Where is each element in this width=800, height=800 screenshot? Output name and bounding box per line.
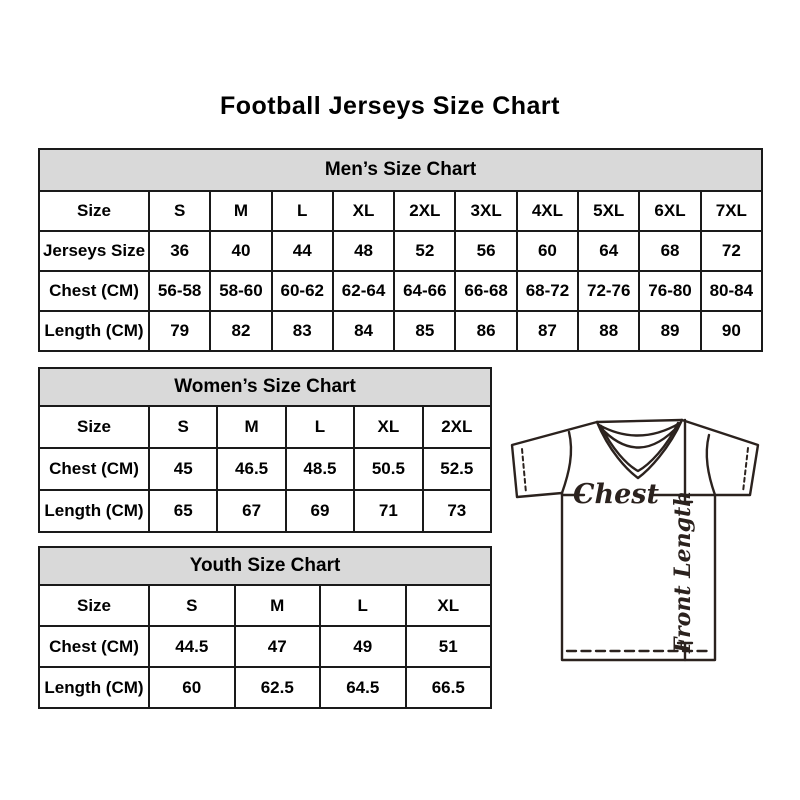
women-value-cell: 65 xyxy=(149,490,217,532)
men-table-row xyxy=(39,231,762,271)
youth-value-cell: 62.5 xyxy=(235,667,321,708)
jersey-left-armhole xyxy=(562,432,571,493)
men-value-cell: XL xyxy=(333,191,394,231)
youth-value-cell: 64.5 xyxy=(320,667,406,708)
men-value-cell: 58-60 xyxy=(210,271,271,311)
women-row-label: Size xyxy=(39,406,149,448)
men-value-cell: 4XL xyxy=(517,191,578,231)
women-value-cell: L xyxy=(286,406,354,448)
men-value-cell: 80-84 xyxy=(701,271,762,311)
jersey-right-armhole xyxy=(707,435,715,495)
men-value-cell: 7XL xyxy=(701,191,762,231)
men-value-cell: 86 xyxy=(455,311,516,351)
men-row-label: Size xyxy=(39,191,149,231)
men-value-cell: 90 xyxy=(701,311,762,351)
men-value-cell: 40 xyxy=(210,231,271,271)
men-value-cell: 72-76 xyxy=(578,271,639,311)
men-table-title: Men’s Size Chart xyxy=(39,149,762,191)
youth-value-cell: XL xyxy=(406,585,492,626)
women-row-label: Length (CM) xyxy=(39,490,149,532)
jersey-left-cuff-seam xyxy=(522,449,526,493)
youth-value-cell: L xyxy=(320,585,406,626)
men-value-cell: 88 xyxy=(578,311,639,351)
men-value-cell: 52 xyxy=(394,231,455,271)
men-value-cell: L xyxy=(272,191,333,231)
men-value-cell: 76-80 xyxy=(639,271,700,311)
men-value-cell: 2XL xyxy=(394,191,455,231)
youth-value-cell: 49 xyxy=(320,626,406,667)
men-value-cell: 56 xyxy=(455,231,516,271)
men-value-cell: 85 xyxy=(394,311,455,351)
page-title: Football Jerseys Size Chart xyxy=(219,92,560,120)
youth-row-label: Size xyxy=(39,585,149,626)
chest-label: Chest xyxy=(573,479,659,510)
women-table-title-row xyxy=(39,368,491,406)
men-row-label: Jerseys Size xyxy=(39,231,149,271)
men-value-cell: 68-72 xyxy=(517,271,578,311)
men-value-cell: 56-58 xyxy=(149,271,210,311)
women-value-cell: 46.5 xyxy=(217,448,285,490)
women-table-row xyxy=(39,490,491,532)
jersey-collar-top xyxy=(597,420,682,422)
men-value-cell: 83 xyxy=(272,311,333,351)
youth-table-row xyxy=(39,626,491,667)
youth-value-cell: 60 xyxy=(149,667,235,708)
jersey-right-cuff-seam xyxy=(743,448,748,492)
men-value-cell: 44 xyxy=(272,231,333,271)
men-value-cell: 60-62 xyxy=(272,271,333,311)
men-value-cell: 48 xyxy=(333,231,394,271)
men-row-label: Chest (CM) xyxy=(39,271,149,311)
men-value-cell: 3XL xyxy=(455,191,516,231)
men-table-row xyxy=(39,271,762,311)
men-value-cell: 6XL xyxy=(639,191,700,231)
women-value-cell: 2XL xyxy=(423,406,491,448)
women-value-cell: 45 xyxy=(149,448,217,490)
men-value-cell: 68 xyxy=(639,231,700,271)
women-row-label: Chest (CM) xyxy=(39,448,149,490)
womens-size-table xyxy=(38,367,492,533)
women-value-cell: 69 xyxy=(286,490,354,532)
youth-value-cell: 66.5 xyxy=(406,667,492,708)
women-table-row xyxy=(39,406,491,448)
women-value-cell: 50.5 xyxy=(354,448,422,490)
youth-size-table xyxy=(38,546,492,709)
men-table-title-row xyxy=(39,149,762,191)
men-value-cell: 64 xyxy=(578,231,639,271)
men-value-cell: 36 xyxy=(149,231,210,271)
women-value-cell: 48.5 xyxy=(286,448,354,490)
women-value-cell: XL xyxy=(354,406,422,448)
jersey-measurement-diagram xyxy=(505,411,773,665)
youth-table-title: Youth Size Chart xyxy=(39,547,491,585)
mens-size-table xyxy=(38,148,763,352)
men-value-cell: 60 xyxy=(517,231,578,271)
youth-value-cell: 44.5 xyxy=(149,626,235,667)
men-value-cell: 72 xyxy=(701,231,762,271)
women-value-cell: 73 xyxy=(423,490,491,532)
youth-table-row xyxy=(39,585,491,626)
women-table-title: Women’s Size Chart xyxy=(39,368,491,406)
youth-value-cell: 51 xyxy=(406,626,492,667)
men-value-cell: 79 xyxy=(149,311,210,351)
jersey-collar-arc-1 xyxy=(599,423,680,436)
men-table-row xyxy=(39,311,762,351)
men-value-cell: 84 xyxy=(333,311,394,351)
men-table-row xyxy=(39,191,762,231)
women-table-row xyxy=(39,448,491,490)
youth-value-cell: 47 xyxy=(235,626,321,667)
youth-value-cell: S xyxy=(149,585,235,626)
youth-value-cell: M xyxy=(235,585,321,626)
front-length-label: Front Length xyxy=(670,490,696,654)
men-value-cell: S xyxy=(149,191,210,231)
men-row-label: Length (CM) xyxy=(39,311,149,351)
women-value-cell: 71 xyxy=(354,490,422,532)
men-value-cell: 5XL xyxy=(578,191,639,231)
youth-table-title-row xyxy=(39,547,491,585)
women-value-cell: M xyxy=(217,406,285,448)
men-value-cell: 89 xyxy=(639,311,700,351)
youth-row-label: Length (CM) xyxy=(39,667,149,708)
women-value-cell: 52.5 xyxy=(423,448,491,490)
women-value-cell: S xyxy=(149,406,217,448)
men-value-cell: 66-68 xyxy=(455,271,516,311)
men-value-cell: 64-66 xyxy=(394,271,455,311)
women-value-cell: 67 xyxy=(217,490,285,532)
men-value-cell: 87 xyxy=(517,311,578,351)
men-value-cell: M xyxy=(210,191,271,231)
men-value-cell: 62-64 xyxy=(333,271,394,311)
youth-table-row xyxy=(39,667,491,708)
men-value-cell: 82 xyxy=(210,311,271,351)
youth-row-label: Chest (CM) xyxy=(39,626,149,667)
